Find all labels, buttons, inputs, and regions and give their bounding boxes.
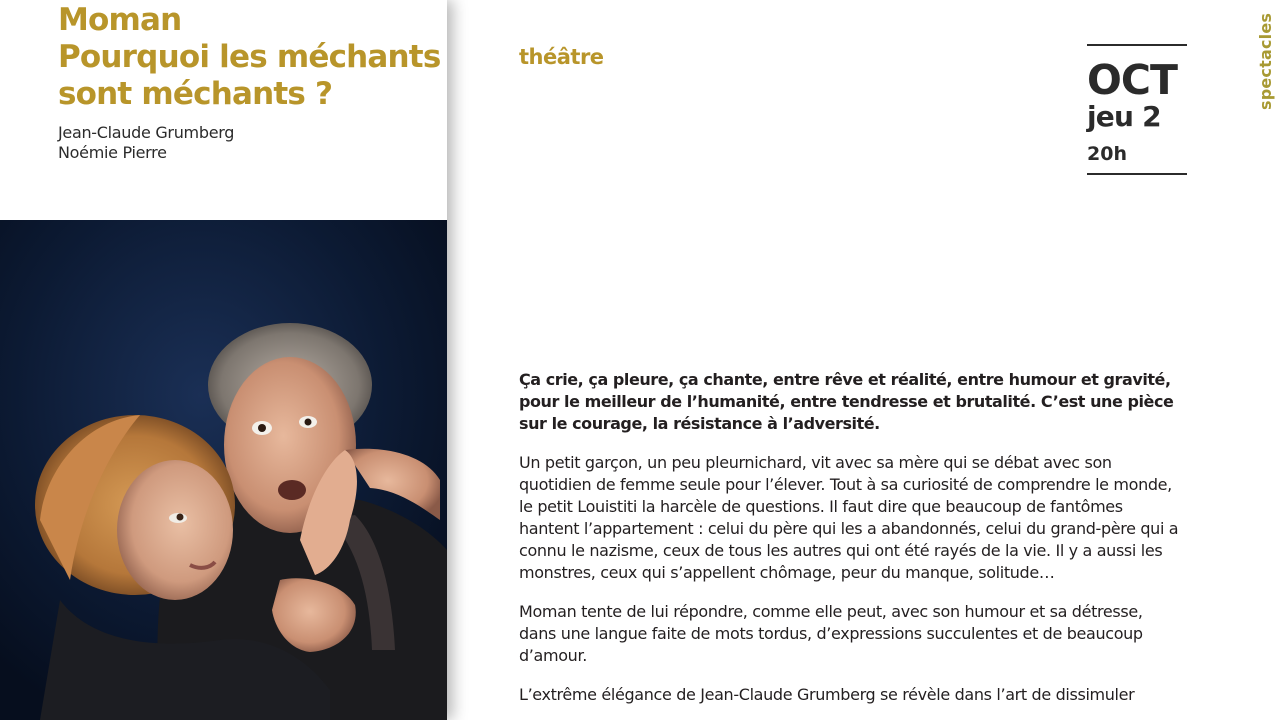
left-column: [0, 0, 447, 720]
category-label: théâtre: [519, 45, 604, 69]
date-time: 20h: [1087, 143, 1127, 165]
date-month: OCT: [1087, 56, 1177, 104]
date-block: [1087, 44, 1187, 175]
date-day: jeu 2: [1087, 100, 1161, 133]
description-paragraph-2: Moman tente de lui répondre, comme elle peut, avec son humour et sa détresse, dans une langue faite de mots tordus, d’expressions succulentes et de beaucoup d’amour.: [519, 602, 1143, 665]
credit-director: Noémie Pierre: [58, 143, 167, 162]
description-lead: Ça crie, ça pleure, ça chante, entre rêve et réalité, entre humour et gravité, pour le meilleur de l’humanité, entre tendresse et brutalité. C’est une pièce sur le courage, la résistance à l’adversité.: [519, 370, 1174, 433]
section-tab-label: spectacles: [1256, 12, 1275, 110]
credits: [58, 123, 438, 163]
credit-author: Jean-Claude Grumberg: [58, 123, 235, 142]
show-title-line-2: Pourquoi les méchants: [58, 39, 441, 75]
show-title-line-3: sont méchants ?: [58, 76, 333, 112]
actors-photo-illustration: [0, 220, 447, 720]
description-paragraph-3: L’extrême élégance de Jean-Claude Grumberg se révèle dans l’art de dissimuler: [519, 685, 1135, 704]
description-paragraph-1: Un petit garçon, un peu pleurnichard, vit avec sa mère qui se débat avec son quotidien de femme seule pour l’élever. Tout à sa curiosité de comprendre le monde, le petit Louistiti la harcèle de questions. Il faut dire que beaucoup de fantômes hantent l’appartement : celui du père qui les a abandonnés, celui du grand-père qui a connu le nazisme, ceux de tous les autres qui ont été rayés de la vie. Il y a aussi les monstres, ceux qui s’appellent chômage, peur du manque, solitude…: [519, 453, 1179, 582]
section-tab: [1256, 12, 1276, 115]
show-photo: [0, 220, 447, 720]
show-title-line-1: Moman: [58, 2, 182, 38]
show-description: [519, 369, 1179, 720]
show-header: [58, 2, 441, 163]
